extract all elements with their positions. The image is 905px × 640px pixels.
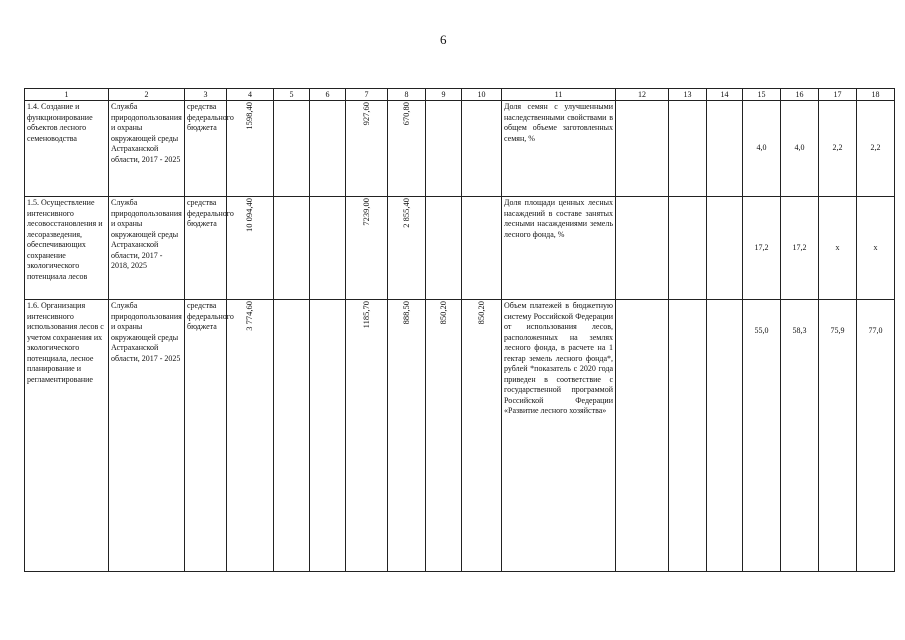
indicator-value: х	[857, 197, 895, 300]
indicator-value: 4,0	[743, 101, 781, 197]
header-cell: 13	[669, 89, 707, 101]
value-year: 850,20	[475, 301, 486, 325]
cell-col13	[669, 197, 707, 300]
header-cell: 15	[743, 89, 781, 101]
executor: Служба природопользования и охраны окружающей среды Астраханской области, 2017 - 2025	[109, 101, 185, 197]
executor: Служба природопользования и охраны окружающей среды Астраханской области, 2017 - 2025	[109, 300, 185, 572]
cell-col14	[707, 197, 743, 300]
value-year: 670,80	[400, 102, 411, 126]
header-cell: 7	[346, 89, 388, 101]
cell-col5	[274, 300, 310, 572]
table-row	[25, 101, 895, 197]
table-row	[25, 197, 895, 300]
cell-col7	[346, 101, 388, 197]
indicator-name: Объем платежей в бюджетную систему Российской Федерации от использования лесов, расположенных на землях лесного фонда, в расчете на 1 гектар земель лесного фонда*, рублей *показатель с 2020 года приведен в соответствие с государственной программой Российской Федерации «Развитие лесного хозяйства»	[502, 300, 616, 572]
header-cell: 12	[616, 89, 669, 101]
cell-col12	[616, 101, 669, 197]
header-cell: 14	[707, 89, 743, 101]
value-year: 927,60	[360, 102, 371, 126]
program-activities-table	[24, 88, 895, 572]
value-total: 10 094,40	[244, 198, 255, 232]
header-cell: 1	[25, 89, 109, 101]
cell-col8	[388, 300, 426, 572]
cell-col14	[707, 300, 743, 572]
header-cell: 17	[819, 89, 857, 101]
header-cell: 5	[274, 89, 310, 101]
cell-col6	[310, 300, 346, 572]
indicator-value: 4,0	[781, 101, 819, 197]
header-cell: 2	[109, 89, 185, 101]
cell-col10	[462, 101, 502, 197]
cell-col7	[346, 300, 388, 572]
activity-name: 1.5. Осуществление интенсивного лесовосстановления и лесоразведения, обеспечивающих сохранение экологического потенциала лесов	[25, 197, 109, 300]
cell-col5	[274, 197, 310, 300]
header-cell: 8	[388, 89, 426, 101]
indicator-value: 2,2	[819, 101, 857, 197]
cell-col7	[346, 197, 388, 300]
table-row	[25, 300, 895, 572]
executor: Служба природопользования и охраны окружающей среды Астраханской области, 2017 - 2018, 2025	[109, 197, 185, 300]
header-cell: 3	[185, 89, 227, 101]
funding-source: средства федерального бюджета	[185, 101, 227, 197]
value-total: 3 774,60	[244, 301, 255, 331]
cell-col12	[616, 300, 669, 572]
cell-col10	[462, 300, 502, 572]
activity-name: 1.4. Создание и функционирование объектов лесного семеноводства	[25, 101, 109, 197]
header-cell: 16	[781, 89, 819, 101]
header-cell: 18	[857, 89, 895, 101]
indicator-value: 17,2	[743, 197, 781, 300]
cell-col9	[426, 300, 462, 572]
cell-col5	[274, 101, 310, 197]
cell-col13	[669, 300, 707, 572]
indicator-name: Доля площади ценных лесных насаждений в составе занятых лесными насаждениями земель лесного фонда, %	[502, 197, 616, 300]
header-cell: 9	[426, 89, 462, 101]
indicator-value: 77,0	[857, 300, 895, 572]
cell-col8	[388, 101, 426, 197]
funding-source: средства федерального бюджета	[185, 197, 227, 300]
header-cell: 11	[502, 89, 616, 101]
indicator-value: х	[819, 197, 857, 300]
header-row	[25, 89, 895, 101]
page-number: 6	[440, 32, 447, 47]
cell-col6	[310, 101, 346, 197]
activity-name: 1.6. Организация интенсивного использования лесов с учетом сохранения их экологического потенциала, лесное планирование и регламентирование	[25, 300, 109, 572]
value-year: 1185,70	[360, 301, 371, 329]
header-cell: 10	[462, 89, 502, 101]
value-year: 888,50	[400, 301, 411, 325]
indicator-value: 17,2	[781, 197, 819, 300]
cell-col8	[388, 197, 426, 300]
cell-col9	[426, 101, 462, 197]
value-year: 7239,00	[360, 198, 371, 226]
indicator-value: 75,9	[819, 300, 857, 572]
cell-col10	[462, 197, 502, 300]
cell-col14	[707, 101, 743, 197]
indicator-value: 58,3	[781, 300, 819, 572]
funding-source: средства федерального бюджета	[185, 300, 227, 572]
cell-col6	[310, 197, 346, 300]
value-year: 2 855,40	[400, 198, 411, 228]
indicator-name: Доля семян с улучшенными наследственными свойствами в общем объеме заготовленных семян, %	[502, 101, 616, 197]
header-cell: 6	[310, 89, 346, 101]
cell-col9	[426, 197, 462, 300]
header-cell: 4	[227, 89, 274, 101]
cell-col13	[669, 101, 707, 197]
value-year: 850,20	[437, 301, 448, 325]
indicator-value: 2,2	[857, 101, 895, 197]
cell-col12	[616, 197, 669, 300]
indicator-value: 55,0	[743, 300, 781, 572]
value-total: 1598,40	[244, 102, 255, 130]
cell-col4	[227, 300, 274, 572]
